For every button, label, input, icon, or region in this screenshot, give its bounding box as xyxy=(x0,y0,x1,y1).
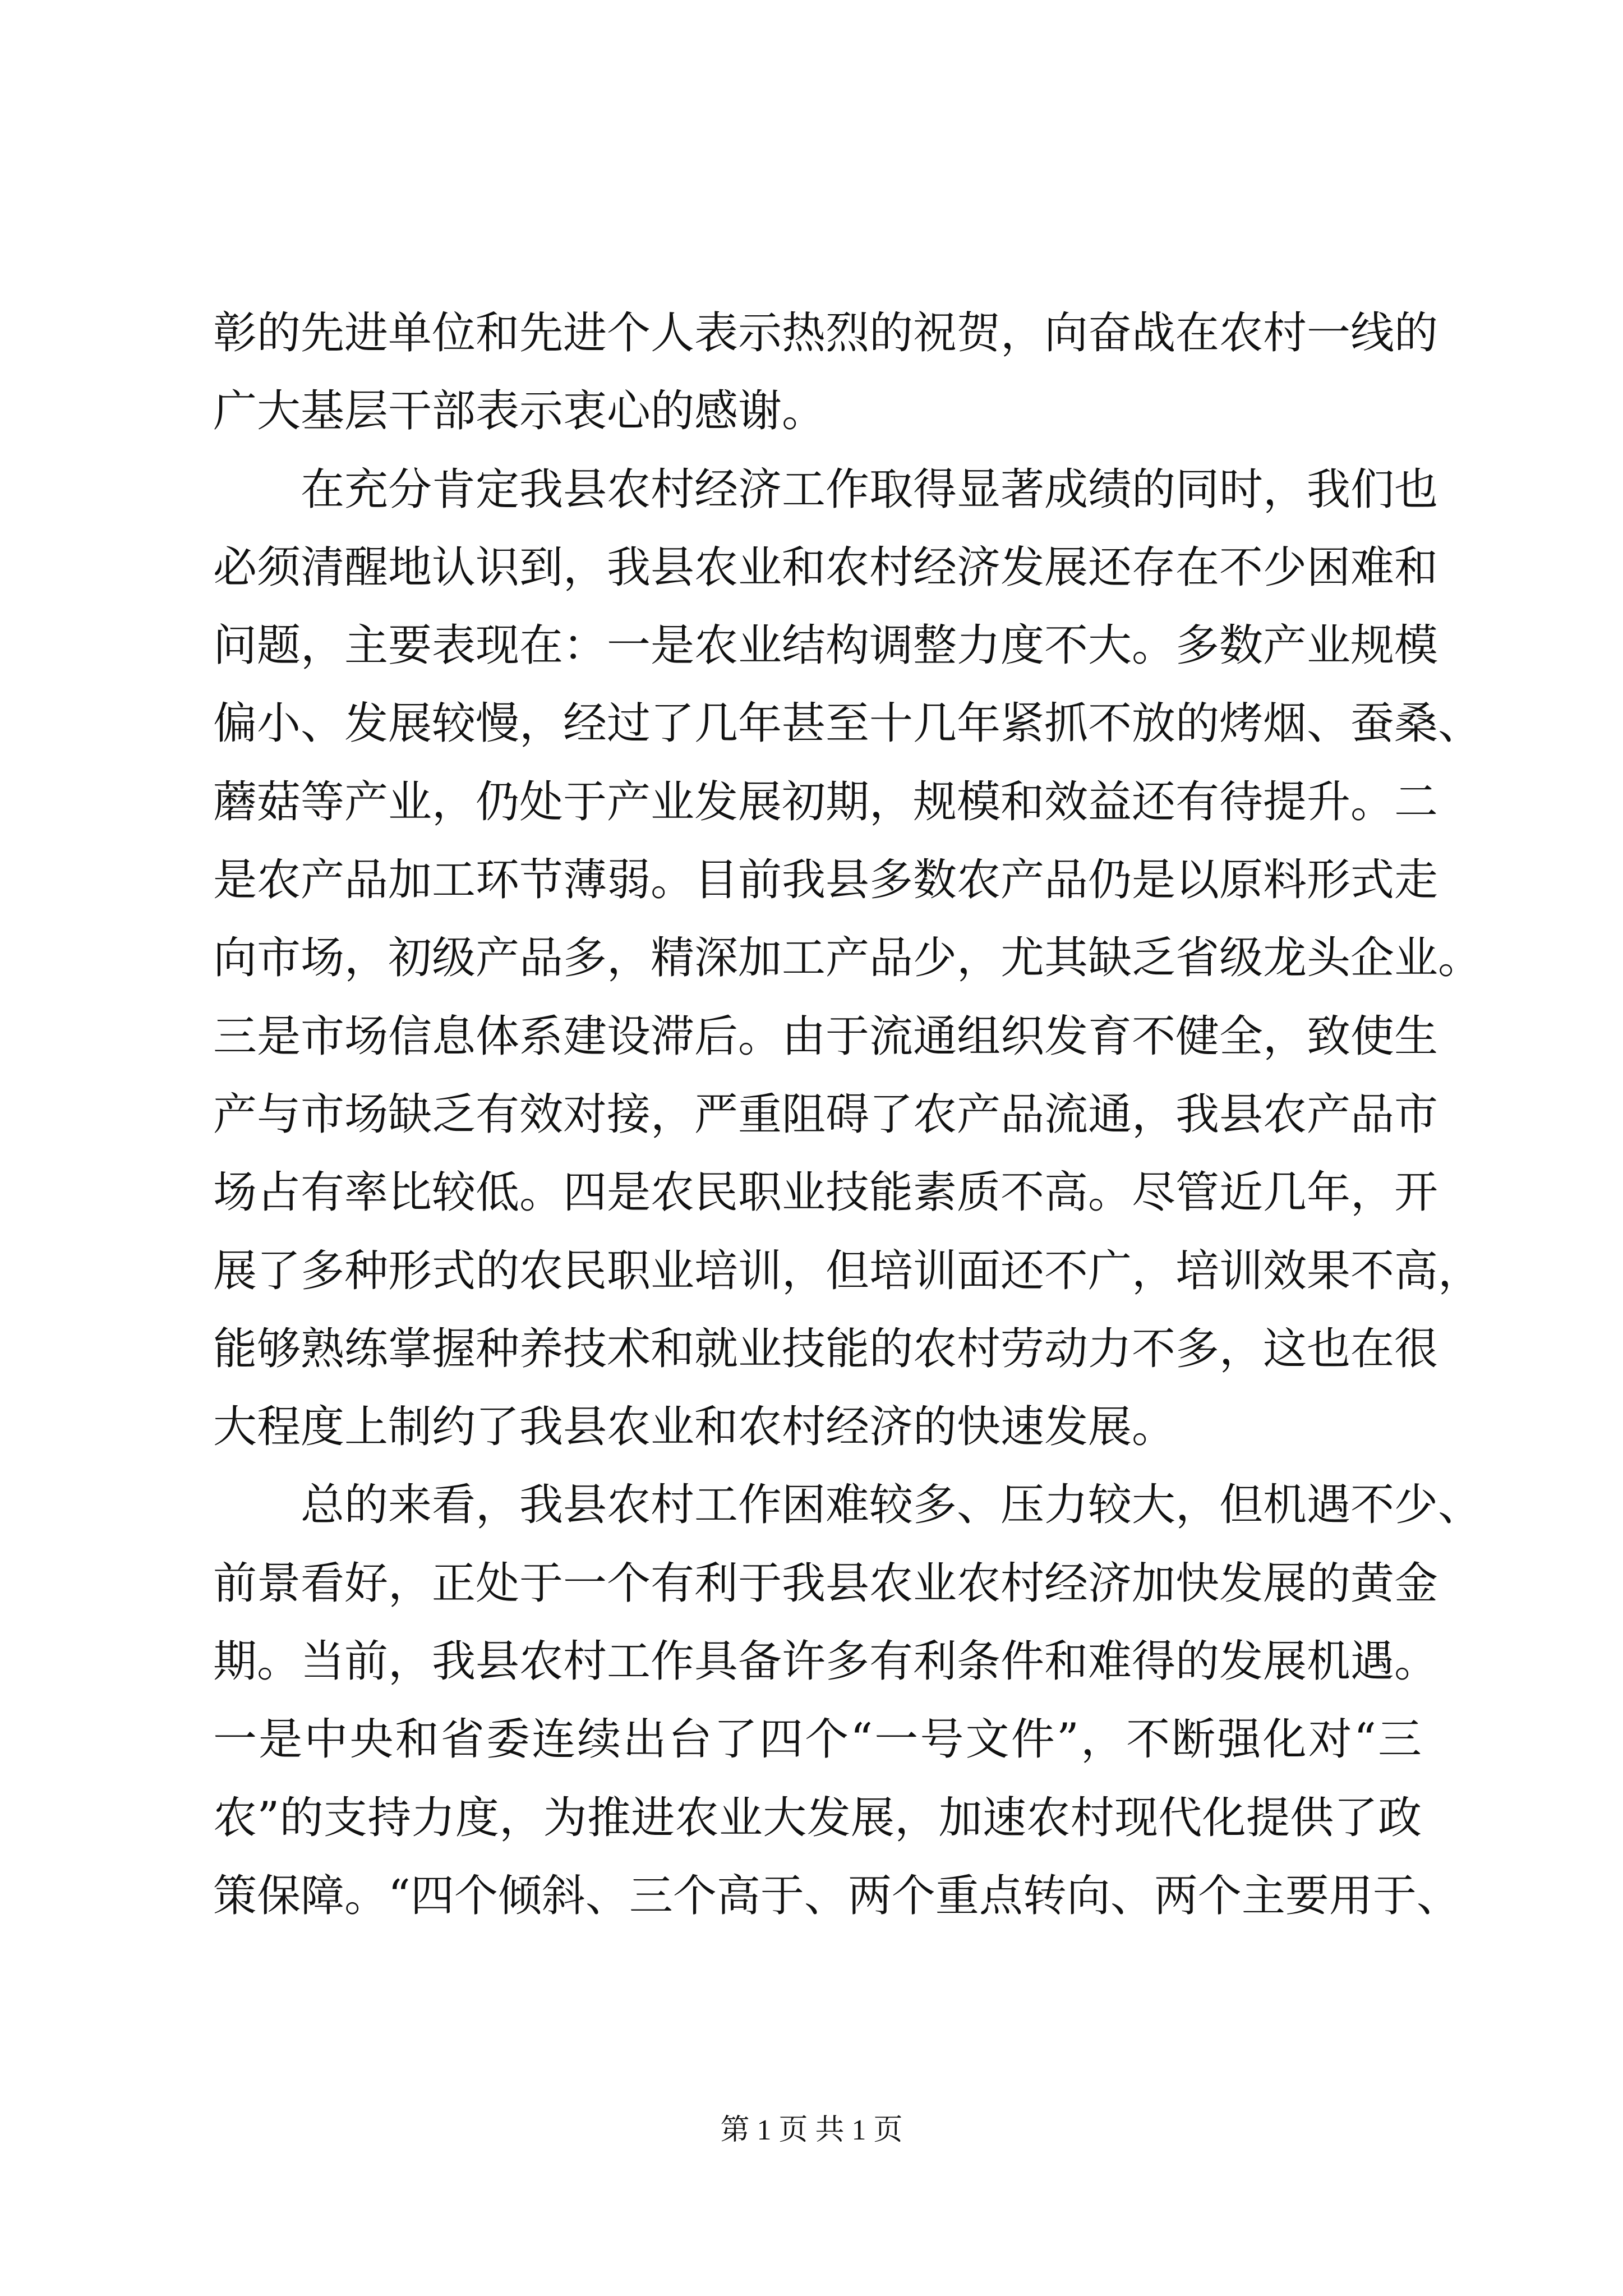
text-line: 是农产品加工环节薄弱。目前我县多数农产品仍是以原料形式走 xyxy=(213,855,1438,906)
paragraph-start-line: 在充分肯定我县农村经济工作取得显著成绩的同时，我们也 xyxy=(301,464,1438,515)
text-line: 问题，主要表现在：一是农业结构调整力度不大。多数产业规模 xyxy=(213,620,1438,671)
text-line: 偏小、发展较慢，经过了几年甚至十几年紧抓不放的烤烟、蚕桑、 xyxy=(213,698,1482,749)
text-line: 能够熟练掌握种养技术和就业技能的农村劳动力不多，这也在很 xyxy=(213,1323,1438,1374)
text-line: 前景看好，正处于一个有利于我县农业农村经济加快发展的黄金 xyxy=(213,1558,1438,1609)
paragraph-start-line: 总的来看，我县农村工作困难较多、压力较大，但机遇不少、 xyxy=(301,1480,1482,1531)
text-line: 必须清醒地认识到，我县农业和农村经济发展还存在不少困难和 xyxy=(213,542,1438,593)
text-line: 产与市场缺乏有效对接，严重阻碍了农产品流通，我县农产品市 xyxy=(213,1089,1438,1140)
text-line: 大程度上制约了我县农业和农村经济的快速发展。 xyxy=(213,1402,1176,1453)
page-number-label: 第 1 页 共 1 页 xyxy=(720,2114,903,2146)
text-line: 场占有率比较低。四是农民职业技能素质不高。尽管近几年，开 xyxy=(213,1167,1438,1218)
text-line: 蘑菇等产业，仍处于产业发展初期，规模和效益还有待提升。二 xyxy=(213,776,1438,827)
text-line: 三是市场信息体系建设滞后。由于流通组织发育不健全，致使生 xyxy=(213,1011,1438,1062)
text-line: 策保障。“四个倾斜、三个高于、两个重点转向、两个主要用于、 xyxy=(213,1870,1460,1921)
text-line: 农”的支持力度，为推进农业大发展，加速农村现代化提供了政 xyxy=(213,1792,1422,1843)
body-text xyxy=(213,295,1482,1935)
page-footer xyxy=(0,2114,1623,2147)
text-line: 广大基层干部表示衷心的感谢。 xyxy=(213,386,826,437)
text-line: 一是中央和省委连续出台了四个“一号文件”，不断强化对“三 xyxy=(213,1714,1422,1765)
text-line: 彰的先进单位和先进个人表示热烈的祝贺，向奋战在农村一线的 xyxy=(213,308,1438,358)
text-line: 向市场，初级产品多，精深加工产品少，尤其缺乏省级龙头企业。 xyxy=(213,933,1482,984)
text-line: 展了多种形式的农民职业培训，但培训面还不广，培训效果不高， xyxy=(213,1245,1482,1296)
text-line: 期。当前，我县农村工作具备许多有利条件和难得的发展机遇。 xyxy=(213,1636,1438,1687)
